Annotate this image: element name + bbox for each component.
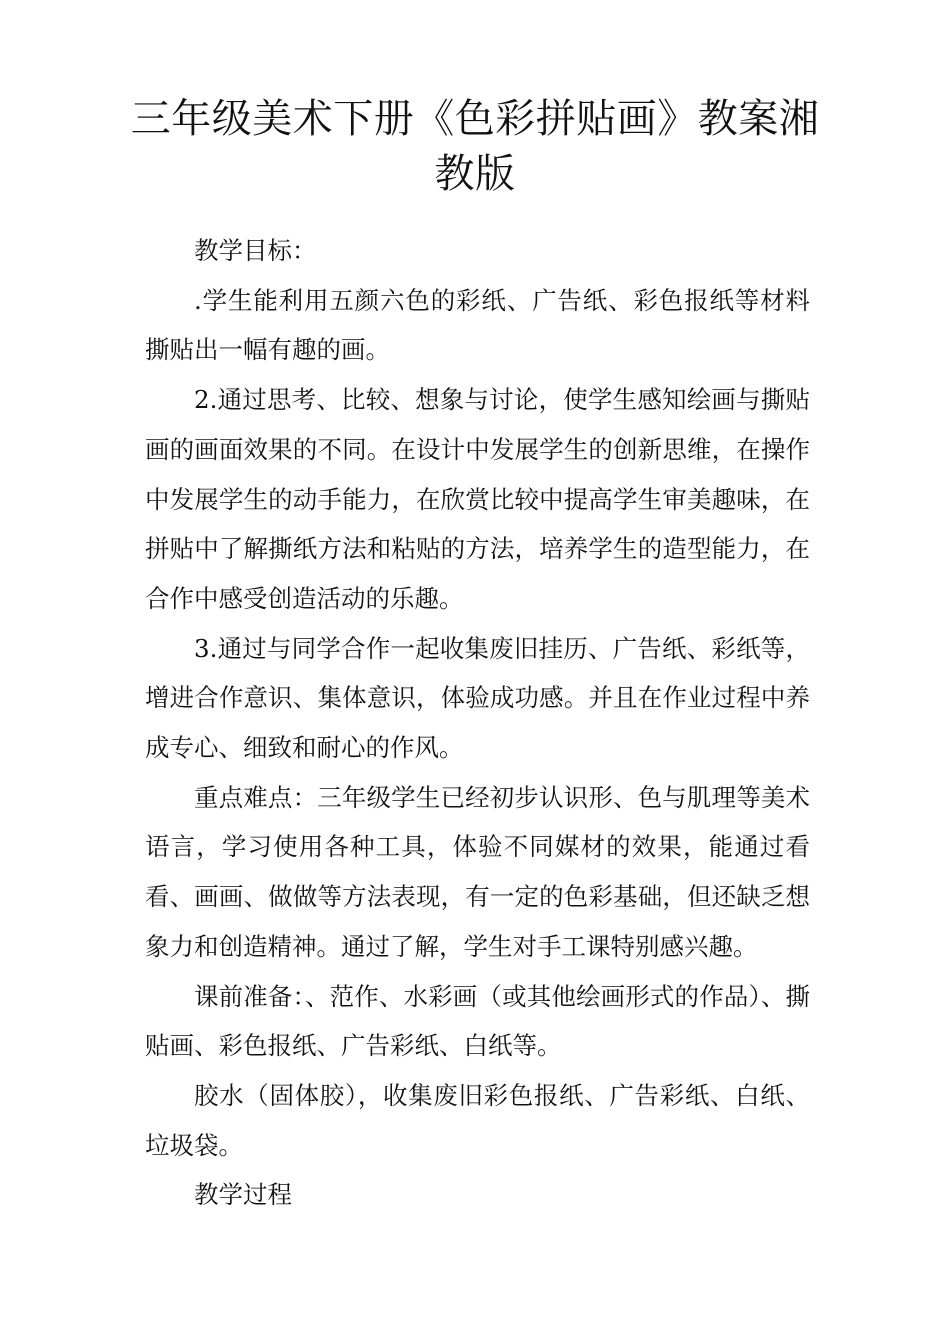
heading-teaching-goals: 教学目标： (194, 236, 317, 265)
materials-paragraph: 胶水（固体胶），收集废旧彩色报纸、广告彩纸、白纸、垃圾袋。 (145, 1080, 810, 1160)
heading-teaching-process: 教学过程 (194, 1180, 292, 1210)
document-title: 三年级美术下册《色彩拼贴画》教案湘教版 (130, 96, 820, 197)
preparation-paragraph: 课前准备：、范作、水彩画（或其他绘画形式的作品）、撕贴画、彩色报纸、广告彩纸、白纸等。 (145, 981, 810, 1061)
goal-paragraph-1: .学生能利用五颜六色的彩纸、广告纸、彩色报纸等材料撕贴出一幅有趣的画。 (145, 285, 810, 365)
goal-paragraph-2: 2.通过思考、比较、想象与讨论，使学生感知绘画与撕贴画的画面效果的不同。在设计中发展学生的创新思维，在操作中发展学生的动手能力，在欣赏比较中提高学生审美趣味，在拼贴中了解撕纸方法和粘贴的方法，培养学生的造型能力，在合作中感受创造活动的乐趣。 (145, 385, 810, 613)
goal-paragraph-3: 3.通过与同学合作一起收集废旧挂历、广告纸、彩纸等，增进合作意识、集体意识，体验成功感。并且在作业过程中养成专心、细致和耐心的作风。 (145, 633, 810, 763)
key-difficulties-paragraph: 重点难点：三年级学生已经初步认识形、色与肌理等美术语言，学习使用各种工具，体验不同媒材的效果，能通过看看、画画、做做等方法表现，有一定的色彩基础，但还缺乏想象力和创造精神。通过了解，学生对手工课特别感兴趣。 (145, 782, 810, 961)
document-body (145, 226, 810, 1220)
